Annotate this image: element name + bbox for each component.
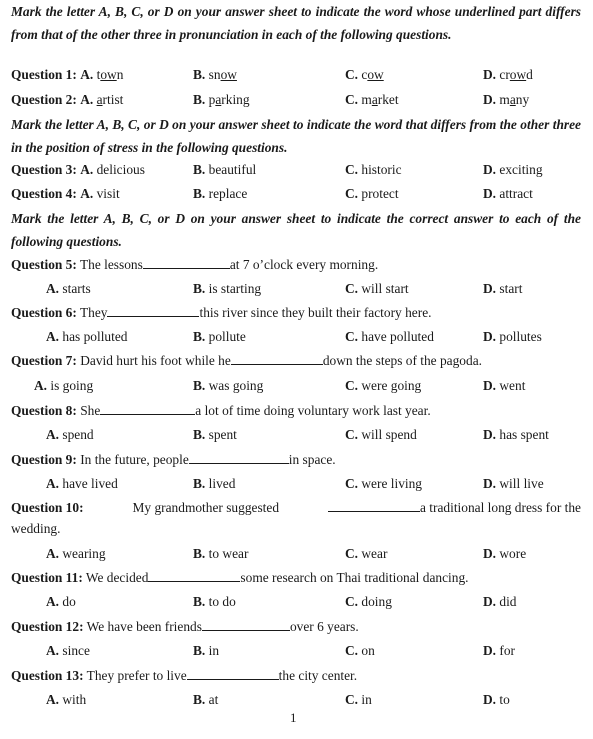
question-10: Question 10: My grandmother suggested a traditional long dress for the — [11, 500, 581, 515]
instruction-text: Mark the letter A, B, C, or D on your answer sheet to indicate the word that differs from the other three in the position of stress in the following questions. — [11, 117, 581, 155]
q8-option-b: B. spent — [193, 427, 237, 442]
q10-option-c: C. wear — [345, 546, 388, 561]
question-2: Question 2: A. artist — [11, 92, 124, 107]
option-a: visit — [96, 186, 120, 201]
q5-option-a: A. starts — [46, 281, 91, 296]
instruction-text: Mark the letter A, B, C, or D on your answer sheet to indicate the correct answer to each of the following questions. — [11, 211, 581, 249]
q8-option-c: C. will spend — [345, 427, 417, 442]
q10-option-b: B. to wear — [193, 546, 249, 561]
q7-option-a: A. is going — [34, 378, 94, 393]
q11-option-b: B. to do — [193, 594, 236, 609]
q9-option-c: C. were living — [345, 476, 423, 491]
q13-option-d: D. to — [483, 692, 510, 707]
q10-option-d: D. wore — [483, 546, 527, 561]
answer-blank — [189, 452, 289, 464]
q12-option-a: A. since — [46, 643, 90, 658]
q8-option-d: D. has spent — [483, 427, 549, 442]
question-13: Question 13: They prefer to live the city center. — [11, 668, 358, 683]
question-9: Question 9: In the future, people in space. — [11, 452, 336, 467]
q11-option-d: D. did — [483, 594, 517, 609]
instruction-text: Mark the letter A, B, C, or D on your answer sheet to indicate the word whose underlined part differs from that of the other three in pronunciation in each of the following questions. — [11, 4, 581, 42]
question-label: Question 1: — [11, 67, 77, 82]
q5-option-d: D. start — [483, 281, 523, 296]
q2-option-b: B. parking — [193, 92, 250, 107]
q6-option-c: C. have polluted — [345, 329, 434, 344]
q13-option-c: C. in — [345, 692, 372, 707]
q6-option-d: D. pollutes — [483, 329, 542, 344]
q8-option-a: A. spend — [46, 427, 94, 442]
option-letter: A. — [80, 67, 94, 82]
q3-option-d: D. exciting — [483, 162, 543, 177]
option-a: delicious — [96, 162, 145, 177]
question-label: Question 2: — [11, 92, 77, 107]
q12-option-b: B. in — [193, 643, 220, 658]
q7-option-c: C. were going — [345, 378, 422, 393]
q11-option-c: C. doing — [345, 594, 392, 609]
answer-blank — [202, 619, 290, 631]
q9-option-a: A. have lived — [46, 476, 118, 491]
answer-blank — [328, 500, 420, 512]
question-5: Question 5: The lessons at 7 o’clock every morning. — [11, 257, 379, 272]
question-1 — [11, 67, 123, 83]
answer-blank — [107, 305, 199, 317]
q5-option-c: C. will start — [345, 281, 409, 296]
q10-option-a: A. wearing — [46, 546, 106, 561]
q4-option-b: B. replace — [193, 186, 248, 201]
q7-option-b: B. was going — [193, 378, 264, 393]
q12-option-c: C. on — [345, 643, 375, 658]
q9-option-b: B. lived — [193, 476, 236, 491]
answer-blank — [100, 403, 195, 415]
answer-blank — [231, 353, 323, 365]
question-11: Question 11: We decided some research on Thai traditional dancing. — [11, 570, 469, 585]
q11-option-a: A. do — [46, 594, 76, 609]
q2-option-c: C. market — [345, 92, 399, 107]
q9-option-d: D. will live — [483, 476, 544, 491]
q1-option-d: D. crowd — [483, 67, 533, 82]
q7-option-d: D. went — [483, 378, 526, 393]
q13-option-a: A. with — [46, 692, 87, 707]
instruction-correct-answer — [11, 207, 581, 253]
question-4: Question 4: A. visit — [11, 186, 120, 201]
answer-blank — [148, 570, 240, 582]
answer-blank — [187, 668, 279, 680]
answer-blank — [143, 257, 230, 269]
question-6: Question 6: They this river since they built their factory here. — [11, 305, 432, 320]
q3-option-c: C. historic — [345, 162, 402, 177]
q3-option-b: B. beautiful — [193, 162, 257, 177]
question-8: Question 8: She a lot of time doing voluntary work last year. — [11, 403, 431, 418]
option-a: artist — [96, 92, 124, 107]
q2-option-d: D. many — [483, 92, 530, 107]
q1-option-b: B. snow — [193, 67, 237, 82]
question-7: Question 7: David hurt his foot while he down the steps of the pagoda. — [11, 353, 482, 368]
q10-continuation: wedding. — [11, 521, 61, 536]
option-a: town — [96, 67, 124, 82]
q4-option-c: C. protect — [345, 186, 399, 201]
q1-option-c: C. cow — [345, 67, 384, 82]
instruction-stress — [11, 113, 581, 159]
q5-option-b: B. is starting — [193, 281, 262, 296]
page-number: 1 — [290, 710, 297, 725]
q13-option-b: B. at — [193, 692, 219, 707]
q12-option-d: D. for — [483, 643, 516, 658]
q6-option-a: A. has polluted — [46, 329, 128, 344]
question-12: Question 12: We have been friends over 6 years. — [11, 619, 359, 634]
q4-option-d: D. attract — [483, 186, 533, 201]
question-3: Question 3: A. delicious — [11, 162, 145, 177]
instruction-pronunciation — [11, 0, 581, 46]
q6-option-b: B. pollute — [193, 329, 246, 344]
